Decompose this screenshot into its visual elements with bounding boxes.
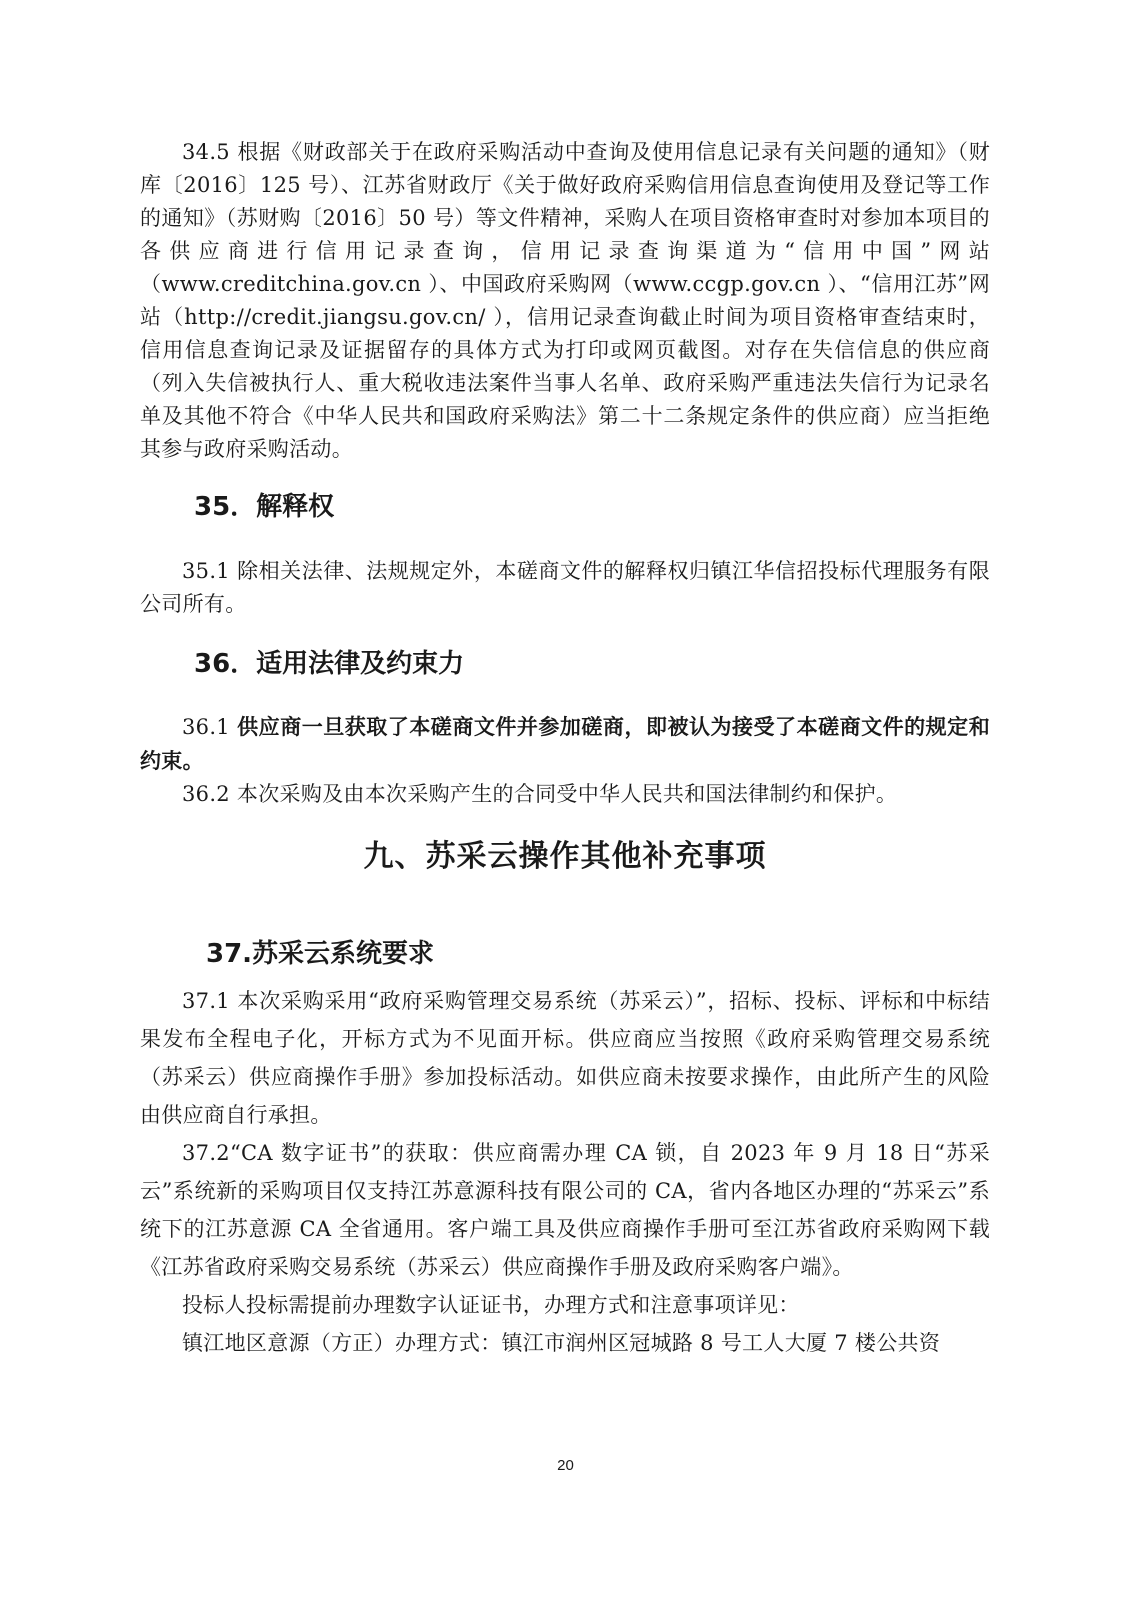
paragraph-35-1: 35.1 除相关法律、法规规定外，本磋商文件的解释权归镇江华信招投标代理服务有限公司所有。: [140, 559, 990, 616]
paragraph-37-2: 37.2“CA 数字证书”的获取：供应商需办理 CA 锁，自 2023 年 9 月 18 日“苏采云”系统新的采购项目仅支持江苏意源科技有限公司的 CA，省内各地区办理的“苏采云”系统下的江苏意源 CA 全省通用。客户端工具及供应商操作手册可至江苏省政府采购网下载《江苏省政府采购交易系统（苏采云）供应商操作手册及政府采购客户端》。: [140, 1141, 990, 1279]
paragraph-36-2: 36.2 本次采购及由本次采购产生的合同受中华人民共和国法律制约和保护。: [182, 782, 898, 806]
heading-37: 37.苏采云系统要求: [206, 939, 435, 969]
paragraph-37-1: 37.1 本次采购采用“政府采购管理交易系统（苏采云）”，招标、投标、评标和中标结果发布全程电子化，开标方式为不见面开标。供应商应当按照《政府采购管理交易系统（苏采云）供应商操作手册》参加投标活动。如供应商未按要求操作，由此所产生的风险由供应商自行承担。: [140, 989, 990, 1127]
paragraph-zhenjiang: 镇江地区意源（方正）办理方式：镇江市润州区冠城路 8 号工人大厦 7 楼公共资: [182, 1331, 941, 1355]
paragraph-36-1: [140, 710, 990, 778]
page-number: 20: [557, 1457, 574, 1474]
heading-35: 35．解释权: [194, 492, 335, 522]
paragraph-34-5: 34.5 根据《财政部关于在政府采购活动中查询及使用信息记录有关问题的通知》（财库〔2016〕125 号）、江苏省财政厅《关于做好政府采购信用信息查询使用及登记等工作的通知》（苏财购〔2016〕50 号）等文件精神，采购人在项目资格审查时对参加本项目的各供应商进行信用记录查询，信用记录查询渠道为“信用中国”网站（www.creditchina.gov.cn ）、中国政府采购网（www.ccgp.gov.cn ）、“信用江苏”网站（http://credit.jiangsu.gov.cn/ ），信用记录查询截止时间为项目资格审查结束时，信用信息查询记录及证据留存的具体方式为打印或网页截图。对存在失信信息的供应商（列入失信被执行人、重大税收违法案件当事人名单、政府采购严重违法失信行为记录名单及其他不符合《中华人民共和国政府采购法》第二十二条规定条件的供应商）应当拒绝其参与政府采购活动。: [140, 140, 990, 461]
paragraph-36-1-number: 36.1: [182, 715, 238, 739]
paragraph-certificate: 投标人投标需提前办理数字认证证书，办理方式和注意事项详见：: [182, 1293, 800, 1317]
section-heading-9: 九、苏采云操作其他补充事项: [363, 839, 767, 874]
heading-36: 36．适用法律及约束力: [194, 649, 465, 679]
page-content: [140, 136, 990, 1362]
paragraph-36-1-text: 供应商一旦获取了本磋商文件并参加磋商，即被认为接受了本磋商文件的规定和约束。: [140, 714, 990, 773]
